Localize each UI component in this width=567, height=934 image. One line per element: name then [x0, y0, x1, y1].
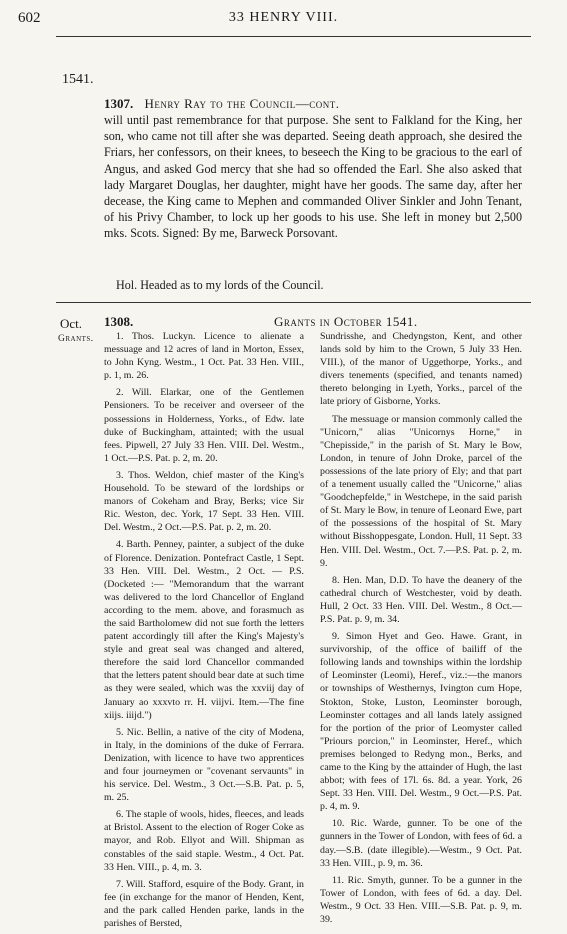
left-paragraph: 7. Will. Stafford, esquire of the Body. Grant, in fee (in exchange for the manor of Henden, Kent, and the park called Henden parke, lands in the parishes of Bersted,: [104, 878, 304, 930]
right-paragraph: 8. Hen. Man, D.D. To have the deanery of the cathedral church of Westchester, void by death. Hull, 2 Oct. 33 Hen. VIII. Del. Westm., 8 Oct.—P.S. Pat. p. 9, m. 34.: [320, 574, 522, 625]
left-paragraph: 3. Thos. Weldon, chief master of the King's Household. To be steward of the lordships or manors of Cokeham and Bray, Berks; vice Sir Ric. Weston, dec. York, 17 Sept. 33 Hen. VIII. Del. Westm., 2 Oct.—P.S. Pat. p. 2, m. 20.: [104, 469, 304, 534]
left-paragraph: 6. The staple of wools, hides, fleeces, and leads at Bristol. Assent to the election of Roger Coke as mayor, and Rob. Ellyot and Will. Shipman as constables of the said staple. Westm., 4 Oct. Pat. 33 Hen. VIII., p. 4, m. 3.: [104, 809, 304, 873]
entry-1307-text: will until past remembrance for that purpose. She sent to Falkland for the King, her son, who came not till after she was departed. Seeing death approach, she desired the Friars, her confessors, on their knees, to beseech the King to be gracious to the earl of Angus, and asked God mercy that she had so offended the Earl. She also asked that lady Margaret Douglas, her daughter, might have her goods. The same day, after her decease, the King came to Mephen and commanded Oliver Sinkler and John Tenant, of his Privy Chamber, to lock up her goods to his use. She left in money but 2,500 mks. Scots. Signed: By me, Barweck Porsovant.: [104, 113, 522, 241]
right-paragraph: Sundrisshe, and Chedyngston, Kent, and other lands sold by him to the Crown, 5 July 33 Hen. VIII.), of the manor of Uggethorpe, Yorks., and divers tenements (specified, and tenants named) thereto belonging in Lyeth, Yorks., parcel of the late priory of Gisborne, Yorks.: [320, 331, 522, 408]
section-rule: [56, 302, 531, 303]
page-number: 602: [18, 10, 41, 26]
right-paragraph: 11. Ric. Smyth, gunner. To be a gunner in the Tower of London, with fees of 6d. a day. Del. Westm., 9 Oct. 33 Hen. VIII.—S.B. Pat. p. 9, m. 39.: [320, 874, 522, 926]
entry-1308-heading: [104, 314, 534, 330]
year-label: 1541.: [62, 72, 94, 87]
entry-1307-number: 1307.: [104, 96, 134, 111]
right-column: [320, 330, 522, 930]
entry-1308-number: 1308.: [104, 314, 134, 329]
margin-month: Oct.: [60, 316, 83, 331]
right-paragraph: 10. Ric. Warde, gunner. To be one of the gunners in the Tower of London, with fees of 6d. a day.—S.B. (date illegible).—Westm., 9 Oct. Pat. 33 Hen. VIII., p. 9, m. 36.: [320, 818, 522, 869]
running-head: 33 HENRY VIII.: [228, 10, 339, 25]
left-paragraph: 2. Will. Elarkar, one of the Gentlemen Pensioners. To be receiver and overseer of the possessions in Holderness, Yorks., of Edw. late duke of Buckingham, attainted; with the usual fees. Pipwell, 27 July 33 Hen. VIII. Del. Westm., 1 Oct.—P.S. Pat. p. 2, m. 20.: [104, 387, 304, 464]
entry-1308-title: Grants in October 1541.: [274, 314, 418, 329]
entry-1307-hol-note: Hol. Headed as to my lords of the Council.: [116, 278, 324, 292]
left-paragraph: 4. Barth. Penney, painter, a subject of the duke of Florence. Denization. Pontefract Castle, 1 Sept. 33 Hen. VIII. Del. Westm., 2 Oct. — P.S. (Docketed :— "Memorandum that the warrant was delivered to the lord Chancellor of England according to the mem. above, and forasmuch as the said Bartholomew did not sue forth the letters patent accordingly till after the King's Majesty's style and great seal was changed and altered, therefore the said lord Chancellor commanded that the letters patent should bear date at such time as they were sealed, which was the xxviij day of January ao xxxvto rr. H. viijvi. Item.—The fine xiijs. iiijd."): [104, 539, 304, 721]
right-paragraph: 9. Simon Hyet and Geo. Hawe. Grant, in survivorship, of the office of bailiff of the following lands and townships within the lordship of Leominster (Leomi), Heref., viz.:—the manors or townships of Westhernys, Ivington cum Hope, Stokton, Stoke, Luston, Leominster borough, Leominster cottages and all lands lately assigned for the portion of the prior of Leomyster called "Priours porcion," in Leominster, Heref., which premises belonged to Redyng mon., Berks, and came to the King by the attainder of Hugh, the last abbot; with fees of 17l. 6s. 8d. a year. York, 26 Sept. 33 Hen. VIII. Del. Westm., 9 Oct.—P.S. Pat. p. 4, m. 9.: [320, 631, 522, 813]
entry-1307-heading: [104, 96, 339, 112]
right-paragraph: The messuage or mansion commonly called the "Unicorn," alias "Unicornys Horne," in "Chepisside," in the parish of St. Mary le Bow, London, in tenure of John Droke, parcel of the possessions of the late priory of Ely; and that part of a tenement usually called the "Unicorne," alias "Goodchepfelde," in Westchepe, in the said parish of St. Mary le Bow, in tenure of Leonard Ewe, part of the possessions of the hospital of St. Mary without Bisshoppesgate, London. Hull, 11 Sept. 33 Hen. VIII. Del. Westm., Oct. 7.—P.S. Pat. p. 2, m. 9.: [320, 413, 522, 569]
header-rule: [56, 36, 531, 37]
left-paragraph: 5. Nic. Bellin, a native of the city of Modena, in Italy, in the dominions of the duke of Ferrara. Denization, with licence to have two apprentices and four journeymen or "covenant servaunts" in his service. Del. Westm., 3 Oct.—S.B. Pat. p. 5, m. 25.: [104, 726, 304, 804]
margin-label: Grants.: [58, 334, 94, 344]
entry-1307-title: Henry Ray to the Council—cont.: [144, 96, 340, 111]
left-paragraph: 1. Thos. Luckyn. Licence to alienate a messuage and 12 acres of land in Morton, Essex, to John Kyng. Westm., 1 Oct. Pat. 33 Hen. VIII., p. 1, m. 26.: [104, 331, 304, 382]
left-column: [104, 330, 304, 934]
